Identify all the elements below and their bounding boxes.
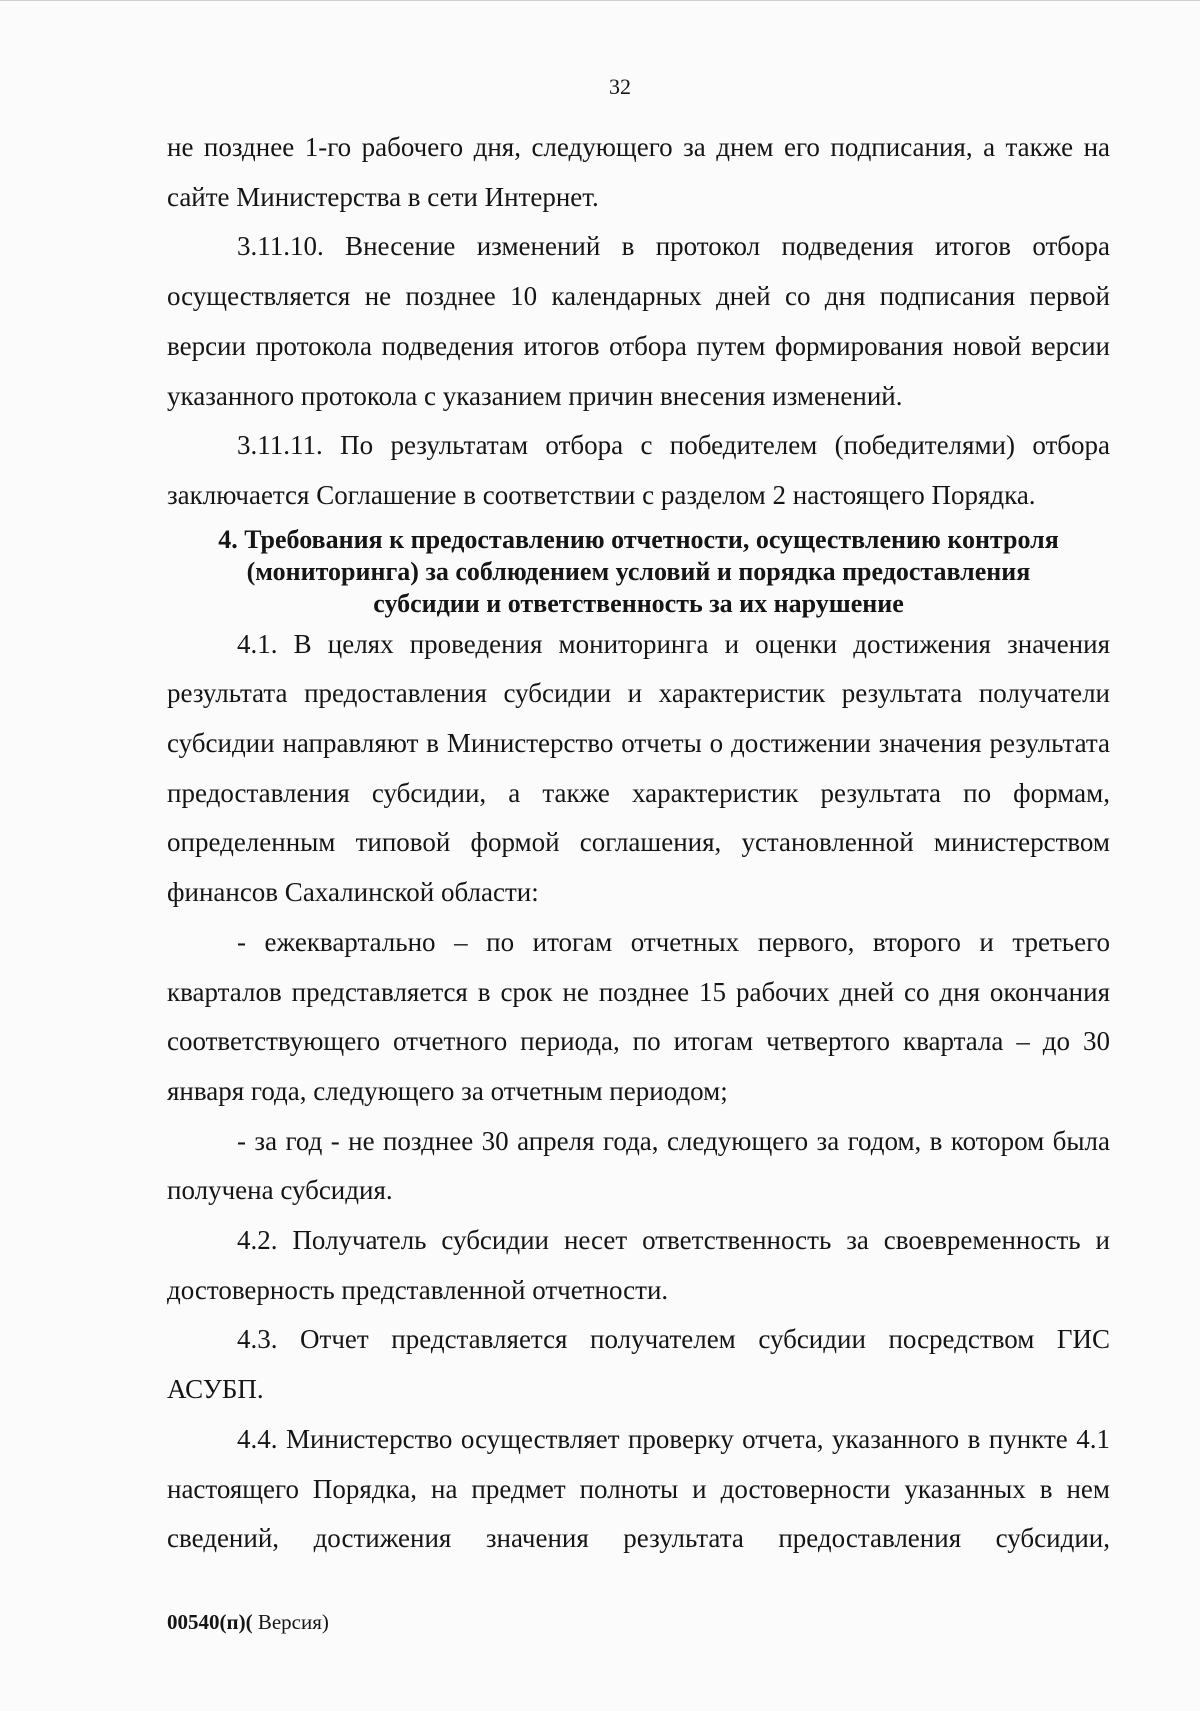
- page-number: 32: [609, 74, 631, 99]
- section-heading-line: субсидии и ответственность за их нарушение: [373, 588, 904, 618]
- paragraph-4-3: 4.3. Отчет представляется получателем субсидии посредством ГИС АСУБП.: [167, 1324, 1110, 1405]
- section-heading-line: 4. Требования к предоставлению отчетности, осуществлению контроля: [218, 524, 1059, 554]
- paragraph-3-11-11: 3.11.11. По результатам отбора с победителем (победителями) отбора заключается Соглашение в соответствии с разделом 2 настоящего Порядка.: [167, 430, 1110, 510]
- document-code-number: 00540(п)(: [167, 1610, 253, 1634]
- section-heading-line: (мониторинга) за соблюдением условий и порядка предоставления: [246, 556, 1031, 586]
- paragraph-4-4: 4.4. Министерство осуществляет проверку отчета, указанного в пункте 4.1 настоящего Порядка, на предмет полноты и достоверности указанных в нем сведений, достижения значения результата предоставления субсидии,: [167, 1423, 1110, 1554]
- list-item-quarterly: - ежеквартально – по итогам отчетных первого, второго и третьего кварталов представляется в срок не позднее 15 рабочих дней со дня окончания соответствующего отчетного периода, по итогам четвертого квартала – до 30 января года, следующего за отчетным периодом;: [167, 926, 1110, 1106]
- list-item-annual: - за год - не позднее 30 апреля года, следующего за годом, в котором была получена субсидия.: [167, 1125, 1110, 1206]
- paragraph-3-11-10: 3.11.10. Внесение изменений в протокол подведения итогов отбора осуществляется не позднее 10 календарных дней со дня подписания первой версии протокола подведения итогов отбора путем формирования новой версии указанного протокола с указанием причин внесения изменений.: [167, 231, 1110, 411]
- document-body: [167, 123, 1110, 1564]
- paragraph-4-1: 4.1. В целях проведения мониторинга и оценки достижения значения результата предоставления субсидии и характеристик результата получатели субсидии направляют в Министерство отчеты о достижении значения результата предоставления субсидии, а также характеристик результата по формам, определенным типовой формой соглашения, установленной министерством финансов Сахалинской области:: [167, 628, 1110, 908]
- paragraph-4-2: 4.2. Получатель субсидии несет ответственность за своевременность и достоверность представленной отчетности.: [167, 1225, 1110, 1305]
- document-code: [167, 1610, 329, 1635]
- scan-edge: [0, 0, 1200, 1]
- section-4-heading: [167, 524, 1110, 620]
- document-code-label: Версия): [252, 1610, 329, 1634]
- paragraph-continuation: не позднее 1-го рабочего дня, следующего за днем его подписания, а также на сайте Министерства в сети Интернет.: [167, 132, 1110, 212]
